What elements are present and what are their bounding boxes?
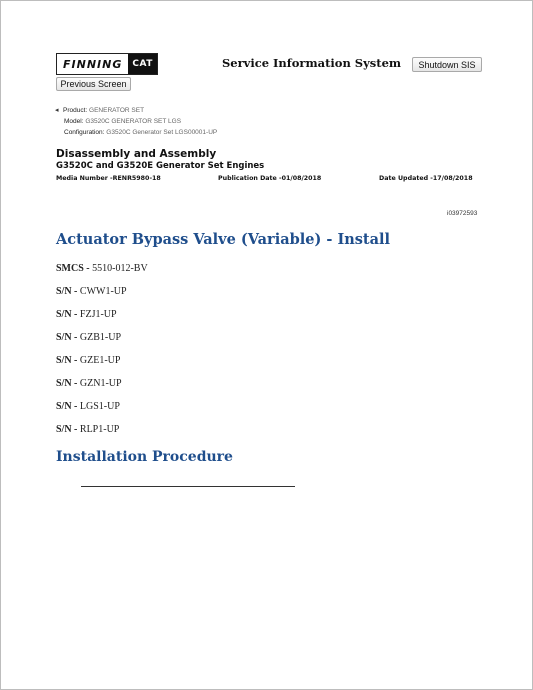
list-item xyxy=(56,424,148,447)
spec-value: 5510-012-BV xyxy=(92,263,148,274)
spec-value: GZN1-UP xyxy=(79,378,122,389)
spec-key: SMCS - xyxy=(56,263,90,274)
spec-value: GZE1-UP xyxy=(79,355,121,366)
spec-value: GZB1-UP xyxy=(79,332,122,343)
article-heading: Actuator Bypass Valve (Variable) - Install xyxy=(56,231,391,248)
list-item xyxy=(56,309,148,332)
spec-key: S/N - xyxy=(56,286,78,297)
list-item xyxy=(56,332,148,355)
list-item xyxy=(56,355,148,378)
document-title: Disassembly and Assembly xyxy=(56,148,217,160)
section-heading: Installation Procedure xyxy=(56,449,233,465)
serial-number-list xyxy=(56,263,148,447)
spec-key: S/N - xyxy=(56,401,78,412)
product-row[interactable] xyxy=(56,105,217,116)
list-item xyxy=(56,378,148,401)
product-info xyxy=(56,105,217,138)
logo-text: FINNING xyxy=(57,54,128,74)
spec-value: RLP1-UP xyxy=(79,424,120,435)
spec-value: CWW1-UP xyxy=(79,286,127,297)
list-item xyxy=(56,401,148,424)
model-value: G3520C GENERATOR SET LGS xyxy=(85,118,182,125)
divider xyxy=(81,486,295,487)
configuration-label: Configuration: xyxy=(64,129,105,136)
spec-key: S/N - xyxy=(56,332,78,343)
spec-key: S/N - xyxy=(56,424,78,435)
chevron-left-icon[interactable]: ◂ xyxy=(55,107,59,114)
spec-key: S/N - xyxy=(56,355,78,366)
spec-key: S/N - xyxy=(56,378,78,389)
date-updated: Date Updated -17/08/2018 xyxy=(379,175,473,182)
shutdown-sis-button[interactable]: Shutdown SIS xyxy=(412,57,482,72)
publication-date: Publication Date -01/08/2018 xyxy=(218,175,322,182)
spec-value: FZJ1-UP xyxy=(79,309,117,320)
model-label: Model: xyxy=(64,118,84,125)
list-item xyxy=(56,263,148,286)
configuration-value: G3520C Generator Set LGS00001-UP xyxy=(106,129,218,136)
product-label: Product: xyxy=(63,107,88,114)
logo-badge: CAT xyxy=(128,54,157,74)
list-item xyxy=(56,286,148,309)
document-subtitle: G3520C and G3520E Generator Set Engines xyxy=(56,161,265,171)
reference-id: i03972593 xyxy=(447,210,478,217)
product-value: GENERATOR SET xyxy=(89,107,145,114)
previous-screen-button[interactable]: Previous Screen xyxy=(56,77,131,91)
model-row xyxy=(64,116,217,127)
spec-key: S/N - xyxy=(56,309,78,320)
finning-cat-logo xyxy=(56,53,158,75)
page-title: Service Information System xyxy=(222,56,402,70)
spec-value: LGS1-UP xyxy=(79,401,120,412)
media-number: Media Number -RENR5980-18 xyxy=(56,175,161,182)
configuration-row xyxy=(64,127,217,138)
